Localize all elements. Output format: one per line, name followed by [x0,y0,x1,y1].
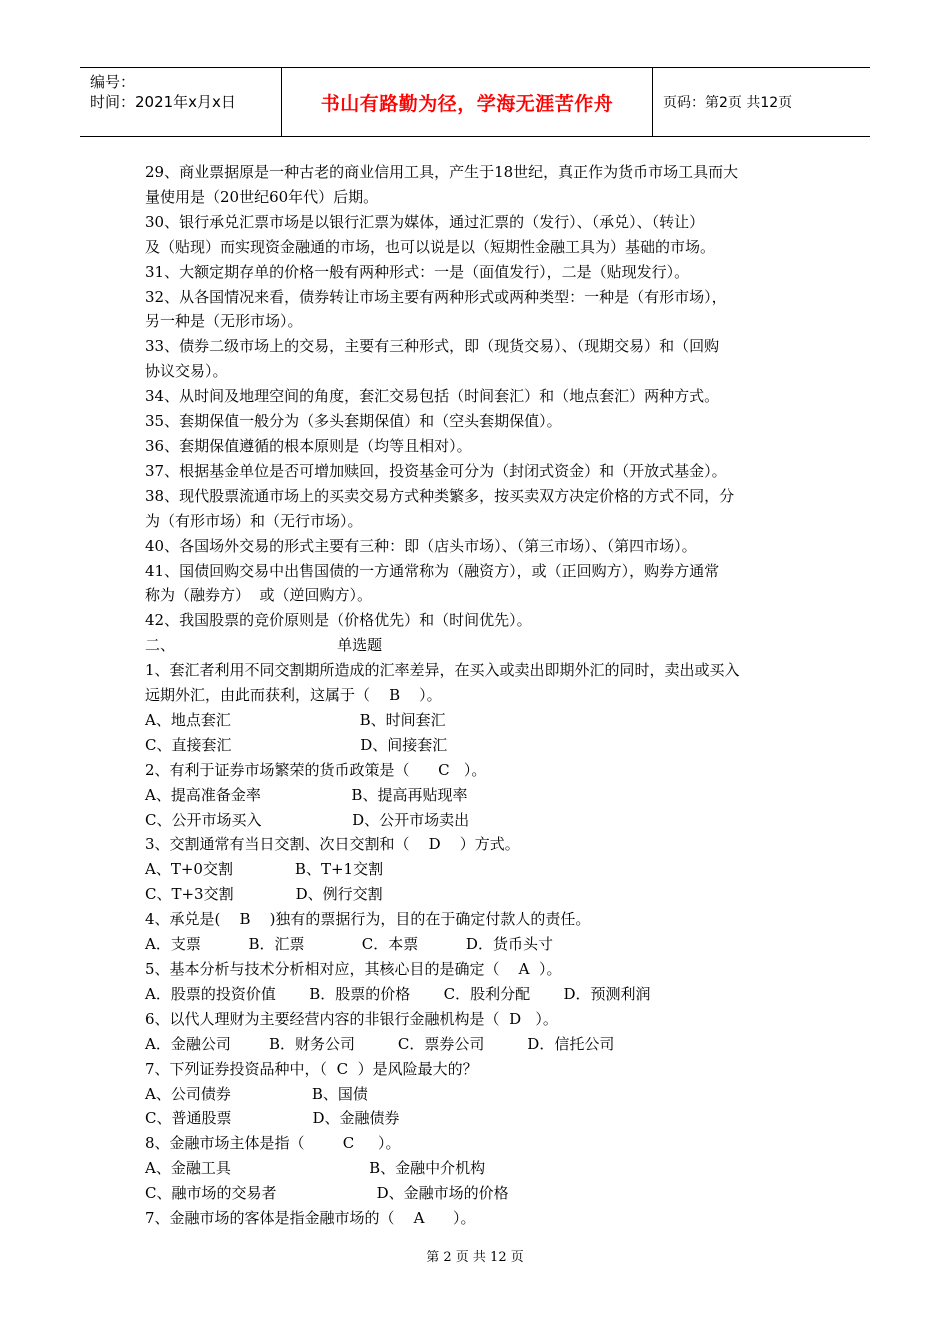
text-line: 42、我国股票的竞价原则是（价格优先）和（时间优先）。 [145,611,532,630]
text-line: 1、套汇者利用不同交割期所造成的汇率差异，在买入或卖出即期外汇的同时，卖出或买入 [145,661,740,680]
text-line: 37、根据基金单位是否可增加赎回，投资基金可分为（封闭式资金）和（开放式基金）。 [145,461,727,480]
text-line: 30、银行承兑汇票市场是以银行汇票为媒体，通过汇票的（发行）、（承兑）、（转让） [145,212,705,231]
text-line: 称为（融券方） 或（逆回购方）。 [145,586,373,605]
text-line: 4、承兑是( B )独有的票据行为，目的在于确定付款人的责任。 [145,910,591,929]
text-line: 31、大额定期存单的价格一般有两种形式：一是（面值发行），二是（贴现发行）。 [145,262,690,281]
text-line: 7、金融市场的客体是指金融市场的（ A ）。 [145,1209,476,1228]
text-line: A、T+0交割 B、T+1交割 [145,860,384,879]
text-line: 33、债券二级市场上的交易，主要有三种形式，即（现货交易）、（现期交易）和（回购 [145,337,720,356]
text-line: C、融市场的交易者 D、金融市场的价格 [145,1184,509,1203]
text-line: 协议交易）。 [145,362,228,381]
text-line: 34、从时间及地理空间的角度，套汇交易包括（时间套汇）和（地点套汇）两种方式。 [145,387,720,406]
text-line: 二、 单选题 [145,636,383,655]
header-meta [80,68,282,136]
text-line: C、T+3交割 D、例行交割 [145,885,383,904]
text-line: 32、从各国情况来看，债券转让市场主要有两种形式或两种类型：一种是（有形市场）， [145,287,727,306]
page-header [80,67,870,137]
text-line: C、直接套汇 D、间接套汇 [145,735,448,754]
document-body [145,160,815,1231]
text-line: 38、现代股票流通市场上的买卖交易方式种类繁多，按买卖双方决定价格的方式不同，分 [145,486,735,505]
text-line: A．股票的投资价值 B．股票的价格 C．股利分配 D．预测利润 [145,984,651,1003]
text-line: 7、下列证券投资品种中，（ C ）是风险最大的？ [145,1059,478,1078]
text-line: 5、基本分析与技术分析相对应，其核心目的是确定（ A ）。 [145,960,562,978]
text-line: C、普通股票 D、金融债券 [145,1109,400,1128]
text-line: 2、有利于证券市场繁荣的货币政策是（ C ）。 [145,760,487,779]
text-line: 及（贴现）而实现资金融通的市场，也可以说是以（短期性金融工具为）基础的市场。 [145,237,716,256]
text-line: 36、套期保值遵循的根本原则是（均等且相对）。 [145,436,472,455]
text-line: 6、以代人理财为主要经营内容的非银行金融机构是（ D ）。 [145,1009,558,1028]
text-line: A．金融公司 B．财务公司 C．票券公司 D．信托公司 [145,1034,615,1053]
text-line: A．支票 B．汇票 C．本票 D．货币头寸 [145,935,553,954]
header-page-info: 页码：第2页 共12页 [663,95,793,111]
text-line: 为（有形市场）和（无行市场）。 [145,511,363,530]
header-motto: 书山有路勤为径，学海无涯苦作舟 [282,68,653,136]
text-line: 量使用是（20世纪60年代）后期。 [145,187,379,206]
document-number-label: 编号： [90,73,136,91]
text-line: A、公司债券 B、国债 [145,1084,368,1103]
text-line: 8、金融市场主体是指（ C ）。 [145,1134,401,1153]
text-line: 另一种是（无形市场）。 [145,312,303,331]
text-line: 41、国债回购交易中出售国债的一方通常称为（融资方），或（正回购方），购券方通常 [145,561,720,580]
text-line: 3、交割通常有当日交割、次日交割和（ D ）方式。 [145,835,520,854]
text-line: C、公开市场买入 D、公开市场卖出 [145,810,470,829]
text-line: 29、商业票据原是一种古老的商业信用工具，产生于18世纪，真正作为货币市场工具而大 [145,163,739,181]
document-date: 时间：2021年x月x日 [90,93,236,111]
page-footer: 第 2 页 共 12 页 [426,1250,524,1265]
text-line: A、提高准备金率 B、提高再贴现率 [145,785,468,804]
text-line: 远期外汇，由此而获利，这属于（ B ）。 [145,686,442,705]
text-line: A、金融工具 B、金融中介机构 [145,1159,486,1178]
text-line: A、地点套汇 B、时间套汇 [145,710,446,729]
text-line: 40、各国场外交易的形式主要有三种：即（店头市场）、（第三市场）、（第四市场）。 [145,536,697,555]
text-line: 35、套期保值一般分为（多头套期保值）和（空头套期保值）。 [145,412,562,431]
